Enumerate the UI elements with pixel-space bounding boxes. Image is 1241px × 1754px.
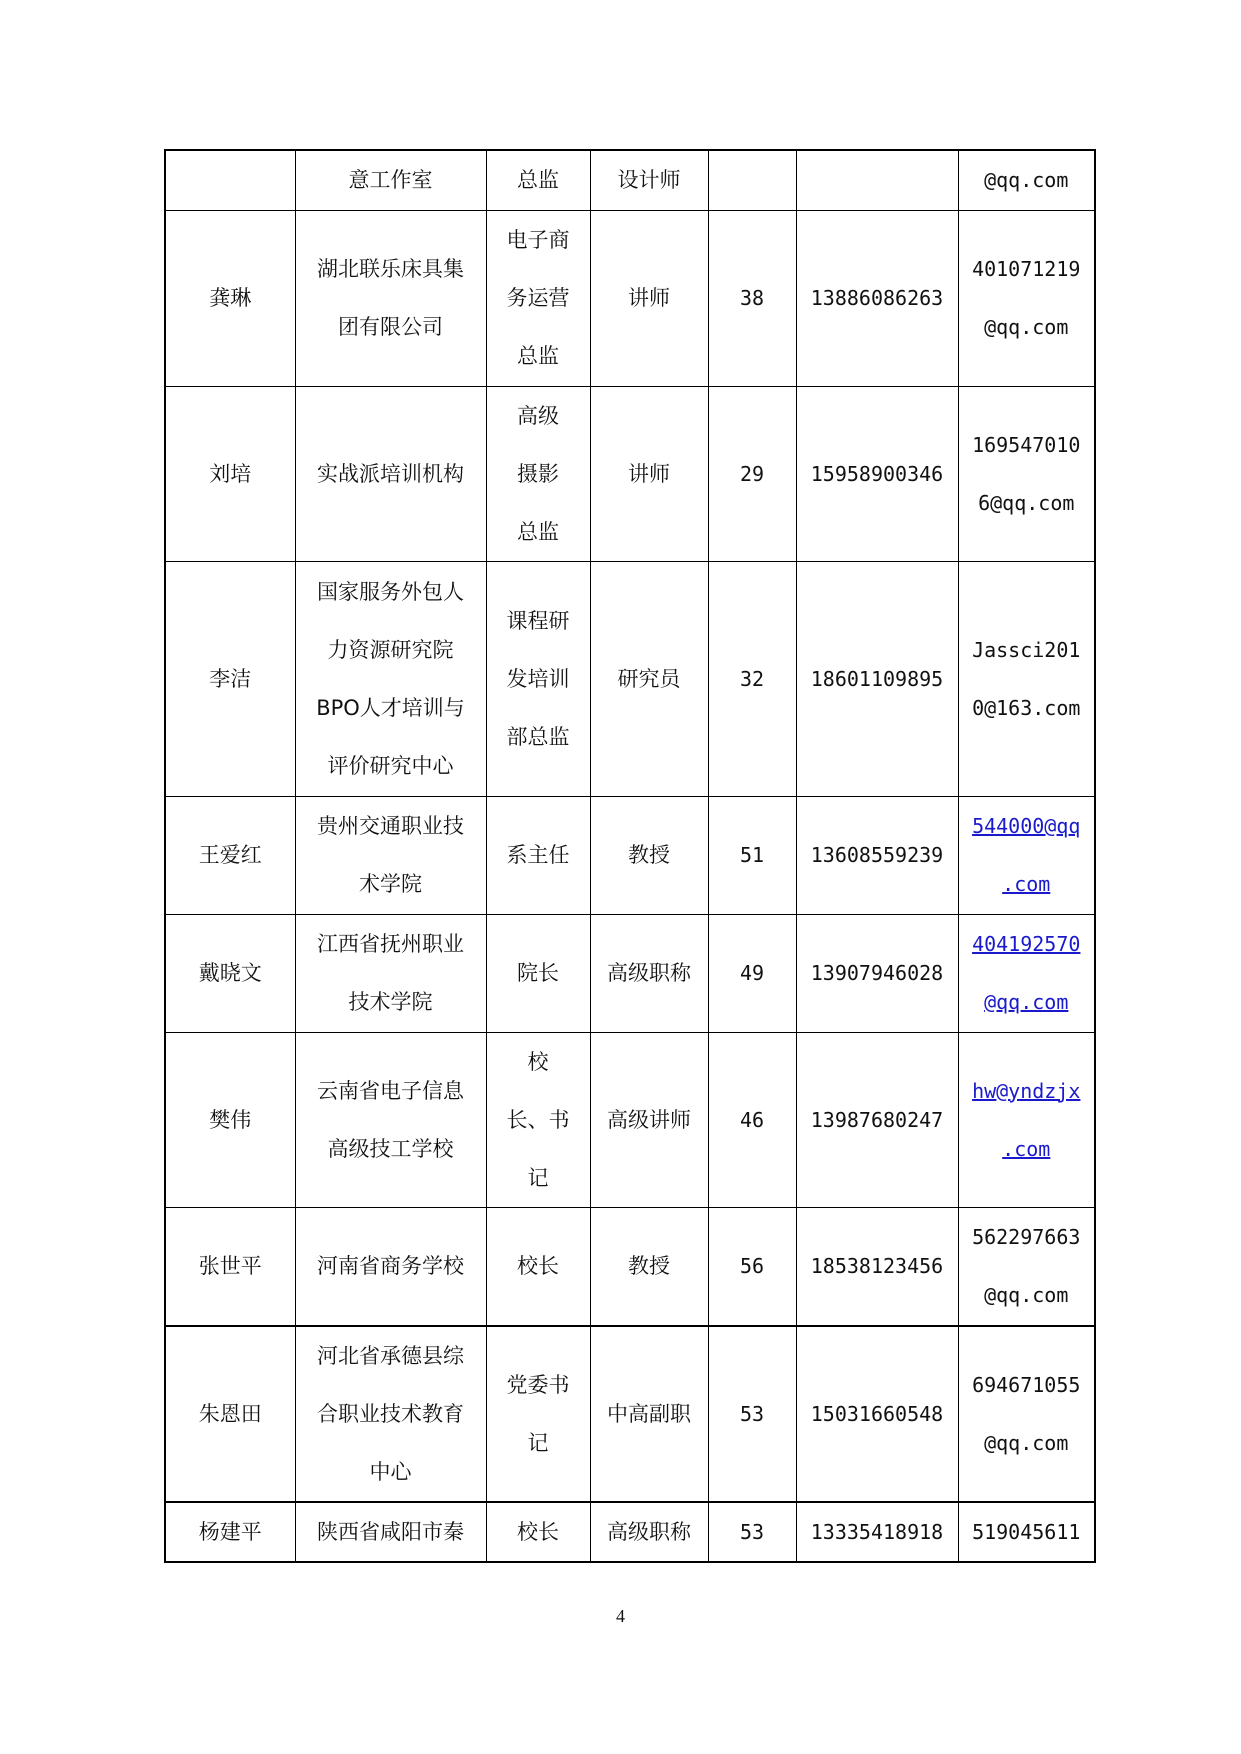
cell-email: @qq.com: [958, 150, 1095, 210]
cell-phone: 13335418918: [796, 1502, 958, 1562]
cell-position: 院长: [486, 914, 590, 1032]
cell-position: 校 长、书 记: [486, 1032, 590, 1207]
page-number: 4: [616, 1606, 625, 1626]
cell-name: 朱恩田: [165, 1326, 295, 1502]
cell-organization: 国家服务外包人 力资源研究院 BPO人才培训与 评价研究中心: [295, 561, 486, 796]
table-row: [165, 914, 1095, 1032]
cell-name: 杨建平: [165, 1502, 295, 1562]
cell-age: 56: [708, 1207, 796, 1326]
table-row: [165, 796, 1095, 914]
cell-title: 研究员: [590, 561, 708, 796]
cell-organization: 陕西省咸阳市秦: [295, 1502, 486, 1562]
cell-age: 38: [708, 210, 796, 386]
table-row: [165, 386, 1095, 561]
cell-title: 教授: [590, 796, 708, 914]
cell-organization: 贵州交通职业技 术学院: [295, 796, 486, 914]
cell-name: [165, 150, 295, 210]
cell-title: 设计师: [590, 150, 708, 210]
cell-phone: 13886086263: [796, 210, 958, 386]
cell-title: 高级职称: [590, 914, 708, 1032]
cell-email: [958, 914, 1095, 1032]
cell-name: 李洁: [165, 561, 295, 796]
cell-name: 张世平: [165, 1207, 295, 1326]
cell-age: 46: [708, 1032, 796, 1207]
cell-age: 51: [708, 796, 796, 914]
cell-phone: 13608559239: [796, 796, 958, 914]
cell-position: 课程研 发培训 部总监: [486, 561, 590, 796]
cell-phone: 18538123456: [796, 1207, 958, 1326]
cell-position: 系主任: [486, 796, 590, 914]
cell-organization: 湖北联乐床具集 团有限公司: [295, 210, 486, 386]
cell-age: 49: [708, 914, 796, 1032]
cell-email: Jassci201 0@163.com: [958, 561, 1095, 796]
cell-email: 519045611: [958, 1502, 1095, 1562]
cell-email: 401071219 @qq.com: [958, 210, 1095, 386]
cell-organization: 意工作室: [295, 150, 486, 210]
cell-title: 高级职称: [590, 1502, 708, 1562]
cell-phone: 15031660548: [796, 1326, 958, 1502]
table-row: [165, 1032, 1095, 1207]
cell-title: 讲师: [590, 386, 708, 561]
email-link[interactable]: hw@yndzjx .com: [972, 1078, 1081, 1161]
cell-email: [958, 1032, 1095, 1207]
cell-organization: 河南省商务学校: [295, 1207, 486, 1326]
cell-phone: 13907946028: [796, 914, 958, 1032]
cell-phone: 18601109895: [796, 561, 958, 796]
cell-position: 总监: [486, 150, 590, 210]
cell-organization: 河北省承德县综 合职业技术教育 中心: [295, 1326, 486, 1502]
cell-age: 32: [708, 561, 796, 796]
cell-title: 高级讲师: [590, 1032, 708, 1207]
table-row: [165, 210, 1095, 386]
cell-position: 党委书 记: [486, 1326, 590, 1502]
cell-title: 中高副职: [590, 1326, 708, 1502]
cell-age: 29: [708, 386, 796, 561]
table-row: [165, 1326, 1095, 1502]
cell-phone: 15958900346: [796, 386, 958, 561]
cell-position: 电子商 务运营 总监: [486, 210, 590, 386]
cell-position: 高级 摄影 总监: [486, 386, 590, 561]
cell-age: 53: [708, 1502, 796, 1562]
cell-age: [708, 150, 796, 210]
table-row: [165, 561, 1095, 796]
cell-age: 53: [708, 1326, 796, 1502]
cell-title: 讲师: [590, 210, 708, 386]
cell-email: [958, 796, 1095, 914]
cell-title: 教授: [590, 1207, 708, 1326]
cell-position: 校长: [486, 1207, 590, 1326]
email-link[interactable]: 404192570 @qq.com: [972, 932, 1081, 1014]
cell-organization: 实战派培训机构: [295, 386, 486, 561]
table-row: [165, 1502, 1095, 1562]
cell-name: 王爱红: [165, 796, 295, 914]
cell-email: 169547010 6@qq.com: [958, 386, 1095, 561]
cell-email: 694671055 @qq.com: [958, 1326, 1095, 1502]
cell-name: 樊伟: [165, 1032, 295, 1207]
cell-name: 龚琳: [165, 210, 295, 386]
email-link[interactable]: 544000@qq .com: [972, 814, 1081, 896]
cell-email: 562297663 @qq.com: [958, 1207, 1095, 1326]
cell-organization: 江西省抚州职业 技术学院: [295, 914, 486, 1032]
cell-phone: [796, 150, 958, 210]
cell-phone: 13987680247: [796, 1032, 958, 1207]
contact-table: [164, 149, 1096, 1563]
cell-organization: 云南省电子信息 高级技工学校: [295, 1032, 486, 1207]
table-row: [165, 1207, 1095, 1326]
cell-name: 戴晓文: [165, 914, 295, 1032]
table-row: [165, 150, 1095, 210]
cell-name: 刘培: [165, 386, 295, 561]
cell-position: 校长: [486, 1502, 590, 1562]
